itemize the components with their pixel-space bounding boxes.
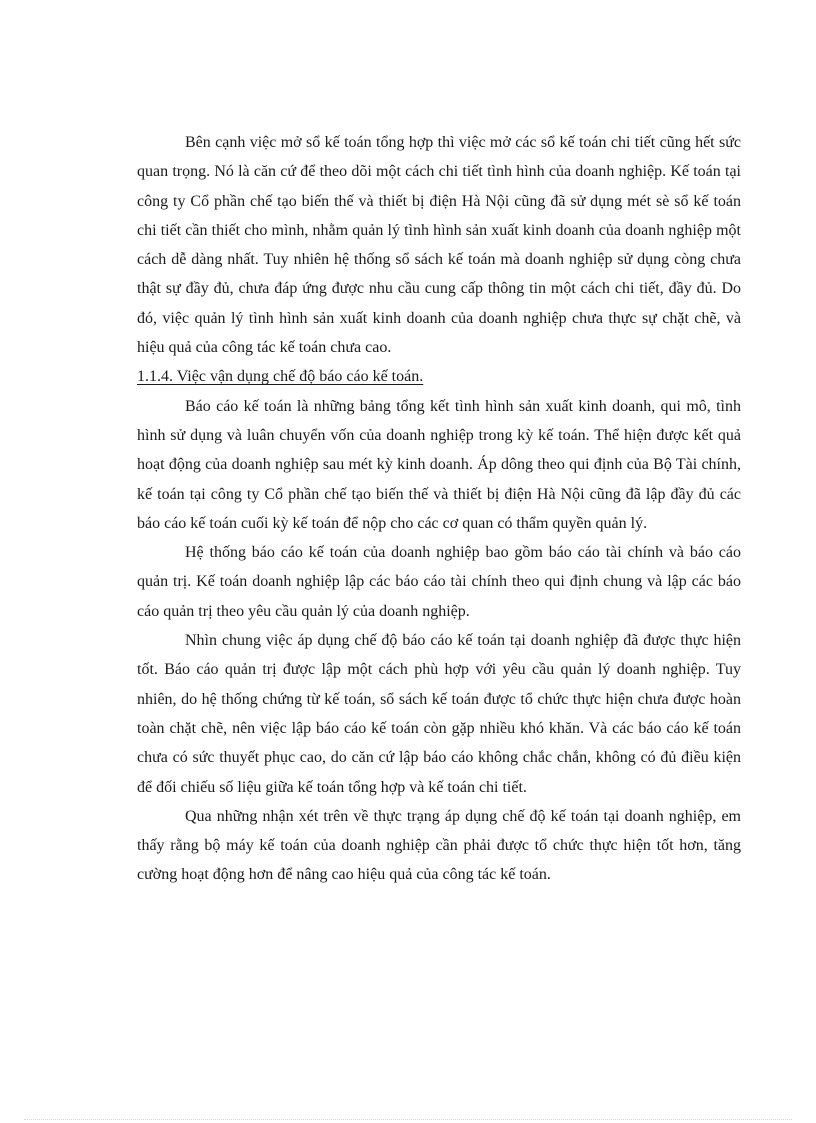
paragraph-report-system: Hệ thống báo cáo kế toán của doanh nghiệp bao gồm báo cáo tài chính và báo cáo quản trị. Kế toán doanh nghiệp lập các báo cáo tài chính theo qui định chung và lập các báo cáo quản trị theo yêu cầu quản lý của doanh nghiệp. [137, 544, 741, 620]
page-bottom-divider [24, 1119, 792, 1120]
paragraph-conclusion: Qua những nhận xét trên về thực trạng áp dụng chế độ kế toán tại doanh nghiệp, em thấy rằng bộ máy kế toán của doanh nghiệp cần phải được tổ chức thực hiện tốt hơn, tăng cường hoạt động hơn để nâng cao hiệu quả của công tác kế toán. [137, 807, 741, 884]
paragraph-report-assessment: Nhìn chung việc áp dụng chế độ báo cáo kế toán tại doanh nghiệp đã được thực hiện tốt. Báo cáo quản trị được lập một cách phù hợp với yêu cầu quản lý doanh nghiệp. Tuy nhiên, do hệ thống chứng từ kế toán, sổ sách kế toán được tổ chức thực hiện chưa được hoàn toàn chặt chẽ, nên việc lập báo cáo kế toán còn gặp nhiều khó khăn. Và các báo cáo kế toán chưa có sức thuyết phục cao, do căn cứ lập báo cáo không chắc chắn, không có đủ điều kiện để đối chiếu số liệu giữa kế toán tổng hợp và kế toán chi tiết. [137, 632, 741, 796]
section-heading-1-1-4: 1.1.4. Việc vận dụng chế độ báo cáo kế toán. [137, 368, 424, 386]
paragraph-detailed-ledgers: Bên cạnh việc mở sổ kế toán tổng hợp thì việc mở các sổ kế toán chi tiết cũng hết sức quan trọng. Nó là căn cứ để theo dõi một cách chi tiết tình hình của doanh nghiệp. Kế toán tại công ty Cổ phần chế tạo biến thế và thiết bị điện Hà Nội cũng đã sử dụng mét sè sổ kế toán chi tiết cần thiết cho mình, nhằm quản lý tình hình sản xuất kinh doanh của doanh nghiệp một cách dễ dàng nhất. Tuy nhiên hệ thống sổ sách kế toán mà doanh nghiệp sử dụng còng chưa thật sự đầy đủ, chưa đáp ứng được nhu cầu cung cấp thông tin một cách chi tiết, đầy đủ. Do đó, việc quản lý tình hình sản xuất kinh doanh của doanh nghiệp chưa thực sự chặt chẽ, và hiệu quả của công tác kế toán chưa cao. [137, 134, 741, 357]
document-body [137, 128, 741, 890]
paragraph-accounting-reports: Báo cáo kế toán là những bảng tổng kết tình hình sản xuất kinh doanh, qui mô, tình hình sử dụng và luân chuyển vốn của doanh nghiệp trong kỳ kế toán. Thể hiện được kết quả hoạt động của doanh nghiệp sau mét kỳ kinh doanh. Áp dông theo qui định của Bộ Tài chính, kế toán tại công ty Cổ phần chế tạo biến thế và thiết bị điện Hà Nội cũng đã lập đầy đủ các báo cáo kế toán cuối kỳ kế toán để nộp cho các cơ quan có thẩm quyền quản lý. [137, 397, 741, 532]
